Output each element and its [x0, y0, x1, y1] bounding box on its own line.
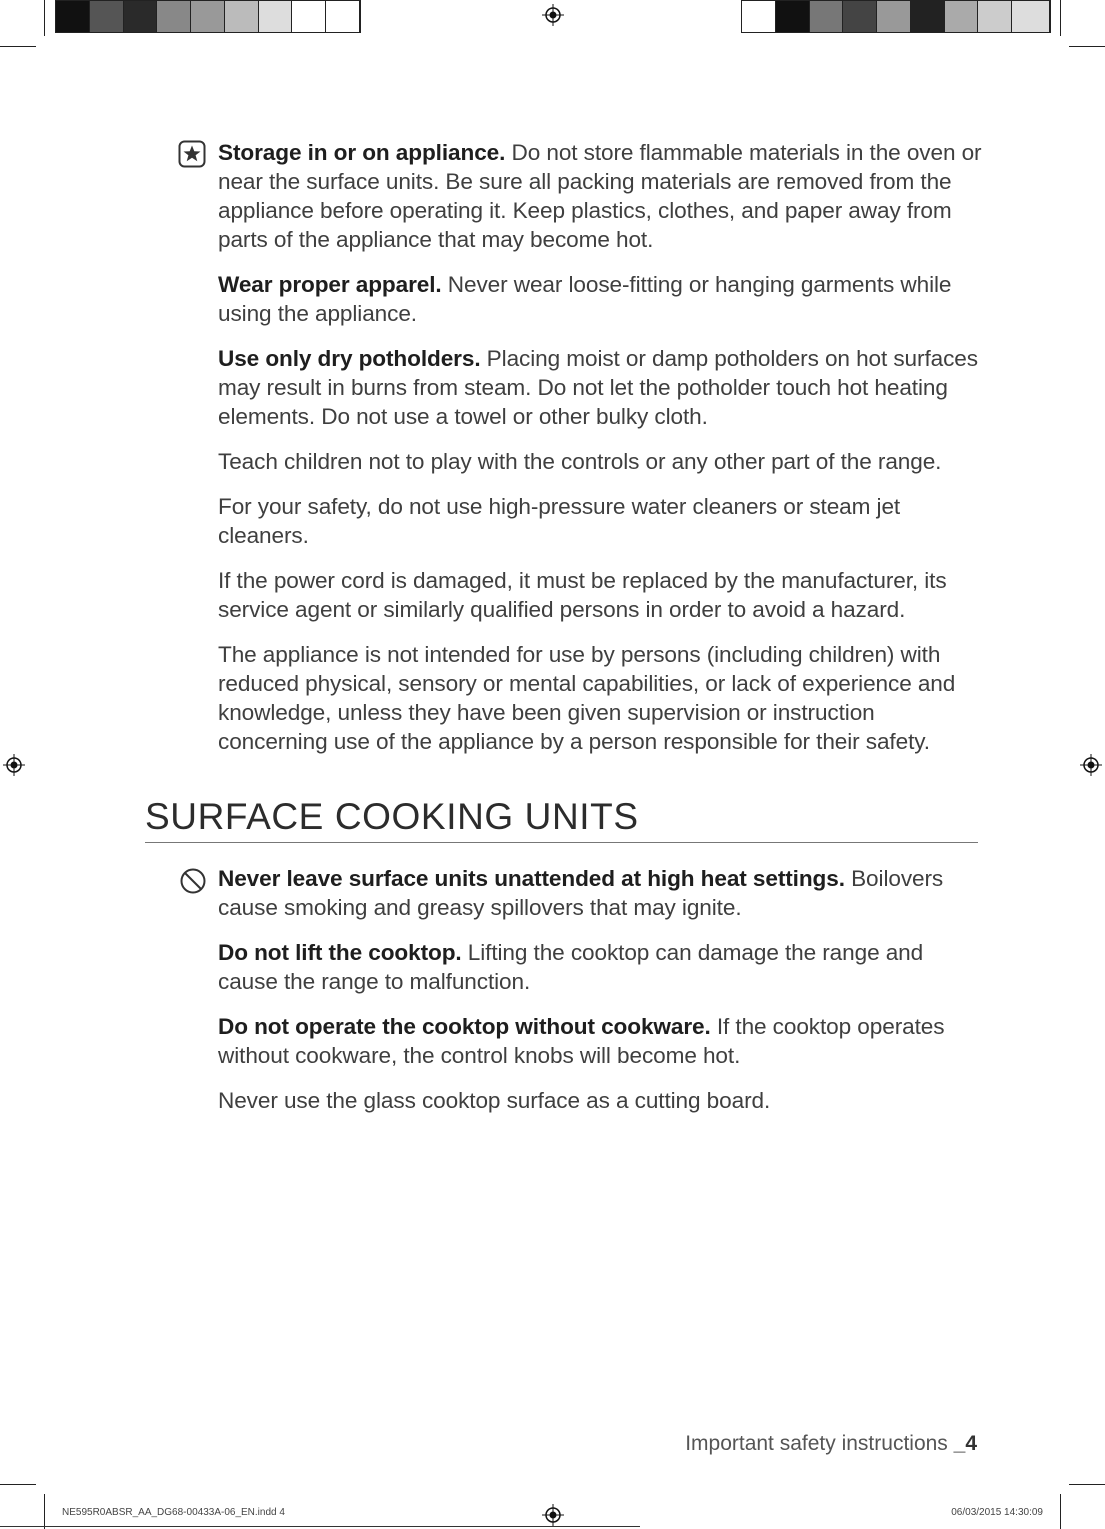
bold-heading: Never leave surface units unattended at high heat settings.: [218, 866, 845, 891]
safety-section-surface-units: [218, 864, 988, 1131]
paragraph-power-cord: [218, 566, 988, 624]
crop-mark: [1060, 1494, 1061, 1529]
paragraph-unattended: [218, 864, 988, 922]
paragraph-apparel: [218, 270, 988, 328]
color-bar-right: [741, 0, 1051, 33]
page-footer: [685, 1432, 977, 1456]
paragraph-without-cookware: [218, 1012, 988, 1070]
page-number: _4: [953, 1432, 977, 1455]
crop-mark: [0, 1484, 36, 1485]
slug-rule: [0, 1526, 640, 1527]
paragraph-persons: [218, 640, 988, 756]
paragraph-text: Do not store flammable materials in the oven or near the surface units. Be sure all packing materials are removed from the appliance before operating it. Keep plastics, clothes, and paper away from parts of the appliance that may become hot.: [218, 140, 982, 252]
crop-mark: [0, 46, 36, 47]
section-title: SURFACE COOKING UNITS: [145, 796, 639, 837]
paragraph-children: [218, 447, 988, 476]
crop-mark: [1069, 1484, 1105, 1485]
paragraph-potholders: [218, 344, 988, 431]
crop-mark: [1060, 0, 1061, 36]
paragraph-text: Never wear loose-fitting or hanging garments while using the appliance.: [218, 272, 952, 326]
crop-mark: [1069, 46, 1105, 47]
paragraph-storage: [218, 138, 988, 254]
paragraph-text: The appliance is not intended for use by persons (including children) with reduced physical, sensory or mental capabilities, or lack of experience and knowledge, unless they have been given supervision or instruction concerning use of the appliance by a person responsible for their safety.: [218, 642, 956, 754]
prohibition-icon: [179, 867, 207, 895]
paragraph-cleaners: [218, 492, 988, 550]
paragraph-cutting-board: [218, 1086, 988, 1115]
star-warning-icon: [178, 140, 206, 168]
bold-heading: Storage in or on appliance.: [218, 140, 506, 165]
registration-mark-icon: [542, 4, 564, 26]
safety-section-general: [218, 138, 988, 772]
bold-heading: Do not operate the cooktop without cookware.: [218, 1014, 711, 1039]
paragraph-text: Lifting the cooktop can damage the range and cause the range to malfunction.: [218, 940, 924, 994]
crop-mark: [44, 1494, 45, 1529]
bold-heading: Do not lift the cooktop.: [218, 940, 462, 965]
crop-mark: [44, 0, 45, 36]
paragraph-text: Never use the glass cooktop surface as a cutting board.: [218, 1088, 771, 1113]
paragraph-text: If the cooktop operates without cookware, the control knobs will become hot.: [218, 1014, 945, 1068]
paragraph-text: If the power cord is damaged, it must be replaced by the manufacturer, its service agent or similarly qualified persons in order to avoid a hazard.: [218, 568, 947, 622]
paragraph-text: Teach children not to play with the controls or any other part of the range.: [218, 449, 942, 474]
bold-heading: Use only dry potholders.: [218, 346, 481, 371]
registration-mark-icon: [1080, 754, 1102, 776]
section-divider: [145, 842, 978, 843]
slug-filename: NE595R0ABSR_AA_DG68-00433A-06_EN.indd 4: [62, 1507, 285, 1518]
registration-mark-icon: [3, 754, 25, 776]
paragraph-text: For your safety, do not use high-pressure water cleaners or steam jet cleaners.: [218, 494, 901, 548]
registration-mark-icon: [542, 1504, 564, 1526]
footer-title: Important safety instructions: [685, 1432, 954, 1455]
slug-timestamp: 06/03/2015 14:30:09: [951, 1507, 1043, 1518]
color-bar-left: [55, 0, 361, 33]
paragraph-text: Boilovers cause smoking and greasy spillovers that may ignite.: [218, 866, 944, 920]
paragraph-lift-cooktop: [218, 938, 988, 996]
bold-heading: Wear proper apparel.: [218, 272, 442, 297]
paragraph-text: Placing moist or damp potholders on hot surfaces may result in burns from steam. Do not let the potholder touch hot heating elements. Do not use a towel or other bulky cloth.: [218, 346, 978, 429]
